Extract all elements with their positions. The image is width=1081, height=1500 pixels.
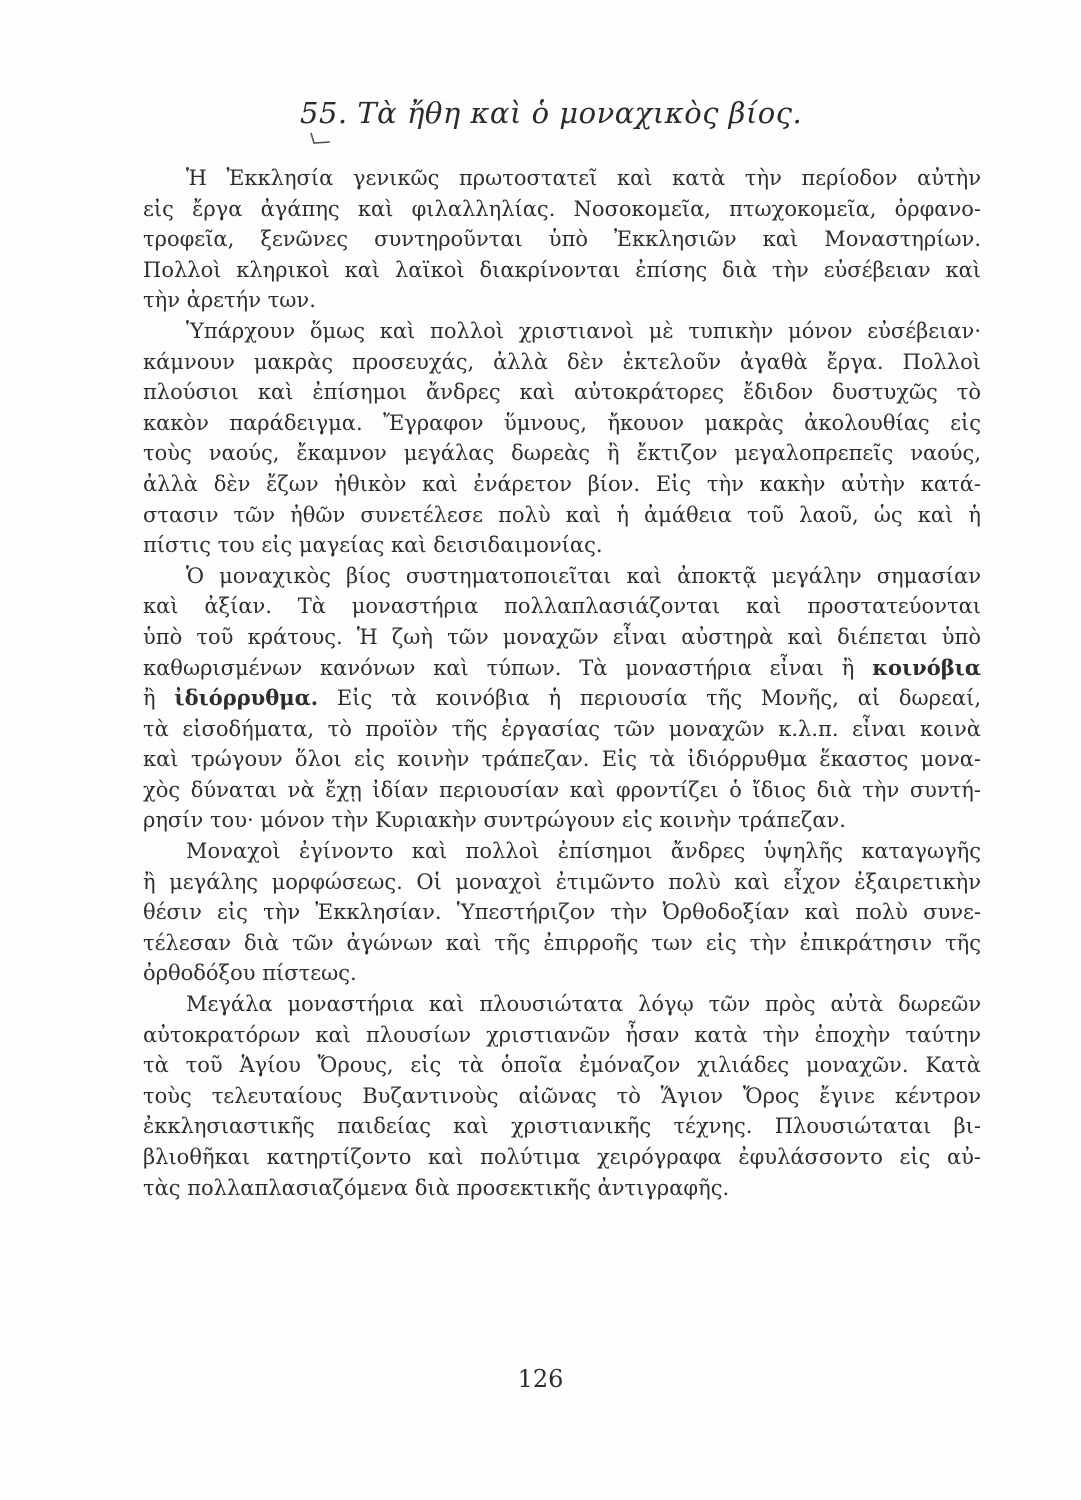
text-line: χὸς δύναται νὰ ἔχῃ ἰδίαν περιουσίαν καὶ φροντίζει ὁ ἴδιος διὰ τὴν συντή-	[143, 777, 981, 802]
text-line: καὶ ἀξίαν. Τὰ μοναστήρια πολλαπλασιάζονται καὶ προστατεύονται	[143, 594, 981, 619]
text-line: καὶ τρώγουν ὅλοι εἰς κοινὴν τράπεζαν. Εἰς τὰ ἰδιόρρυθμα ἕκαστος μονα-	[143, 747, 981, 772]
text-line: εἰς ἔργα ἀγάπης καὶ φιλαλληλίας. Νοσοκομεῖα, πτωχοκομεῖα, ὀρφανο-	[143, 196, 981, 221]
section-heading	[300, 96, 820, 130]
text-line: ὑπὸ τοῦ κράτους. Ἡ ζωὴ τῶν μοναχῶν εἶναι αὐστηρὰ καὶ διέπεται ὑπὸ	[143, 624, 981, 649]
text-line	[143, 683, 981, 714]
text-line: ἢ μεγάλης μορφώσεως. Οἱ μοναχοὶ ἐτιμῶντο πολὺ καὶ εἶχον ἐξαιρετικὴν	[143, 869, 981, 894]
text-segment: Εἰς τὰ κοινόβια ἡ περιουσία τῆς Μονῆς, αἱ δωρεαί,	[318, 686, 981, 711]
text-line: αὐτοκρατόρων καὶ πλουσίων χριστιανῶν ἦσαν κατὰ τὴν ἐποχὴν ταύτην	[143, 1022, 981, 1047]
text-line: βλιοθῆκαι κατηρτίζοντο καὶ πολύτιμα χειρόγραφα ἐφυλάσσοντο εἰς αὐ-	[143, 1145, 981, 1169]
text-line: Ὁ μοναχικὸς βίος συστηματοποιεῖται καὶ ἀποκτᾷ μεγάλην σημασίαν	[186, 563, 981, 588]
text-line: Πολλοὶ κληρικοὶ καὶ λαϊκοὶ διακρίνονται ἐπίσης διὰ τὴν εὐσέβειαν καὶ	[143, 257, 981, 282]
text-line: ὀρθοδόξου πίστεως.	[143, 961, 357, 986]
paragraph-4	[143, 836, 981, 989]
body-text	[143, 163, 981, 1203]
text-line: τὴν ἀρετήν των.	[143, 288, 316, 313]
text-line: Ὑπάρχουν ὅμως καὶ πολλοὶ χριστιανοὶ μὲ τυπικὴν μόνον εὐσέβειαν·	[186, 318, 981, 343]
text-line: κακὸν παράδειγμα. Ἔγραφον ὕμνους, ἤκουον μακρὰς ἀκολουθίας εἰς	[143, 410, 981, 435]
text-line: Μεγάλα μοναστήρια καὶ πλουσιώτατα λόγῳ τῶν πρὸς αὐτὰ δωρεῶν	[186, 992, 981, 1017]
text-line: ρησίν του· μόνον τὴν Κυριακὴν συντρώγουν εἰς κοινὴν τράπεζαν.	[143, 808, 846, 833]
text-line: Ἡ Ἐκκλησία γενικῶς πρωτοστατεῖ καὶ κατὰ τὴν περίοδον αὐτὴν	[186, 166, 981, 190]
text-line	[143, 653, 981, 684]
text-line: πλούσιοι καὶ ἐπίσημοι ἄνδρες καὶ αὐτοκράτορες ἔδιδον δυστυχῶς τὸ	[143, 380, 981, 405]
text-line: τὰς πολλαπλασιαζόμενα διὰ προσεκτικῆς ἀντιγραφῆς.	[143, 1175, 730, 1200]
text-line: τροφεῖα, ξενῶνες συντηροῦνται ὑπὸ Ἐκκλησιῶν καὶ Μοναστηρίων.	[143, 227, 981, 252]
paragraph-3	[143, 561, 981, 836]
text-line: στασιν τῶν ἠθῶν συνετέλεσε πολὺ καὶ ἡ ἀμάθεια τοῦ λαοῦ, ὡς καὶ ἡ	[143, 502, 981, 527]
text-line: τὰ εἰσοδήματα, τὸ προϊὸν τῆς ἐργασίας τῶν μοναχῶν κ.λ.π. εἶναι κοινὰ	[143, 716, 981, 741]
text-line: πίστις του εἰς μαγείας καὶ δεισιδαιμονίας.	[143, 533, 603, 558]
text-segment: καθωρισμένων κανόνων καὶ τύπων. Τὰ μοναστήρια εἶναι ἢ	[143, 655, 873, 680]
text-line: τὰ τοῦ Ἁγίου Ὄρους, εἰς τὰ ὁποῖα ἐμόναζον χιλιάδες μοναχῶν. Κατὰ	[143, 1053, 981, 1078]
text-line: τοὺς ναούς, ἔκαμνον μεγάλας δωρεὰς ἢ ἔκτιζον μεγαλοπρεπεῖς ναούς,	[143, 441, 981, 466]
text-line: Μοναχοὶ ἐγίνοντο καὶ πολλοὶ ἐπίσημοι ἄνδρες ὑψηλῆς καταγωγῆς	[186, 839, 981, 864]
paragraph-1	[143, 163, 981, 316]
text-line: τοὺς τελευταίους Βυζαντινοὺς αἰῶνας τὸ Ἅγιον Ὄρος ἔγινε κέντρον	[143, 1083, 981, 1108]
text-line: κάμνουν μακρὰς προσευχάς, ἀλλὰ δὲν ἐκτελοῦν ἀγαθὰ ἔργα. Πολλοὶ	[143, 349, 981, 374]
term-koinobia: κοινόβια	[872, 654, 981, 680]
paragraph-2	[143, 316, 981, 561]
pencil-mark-icon	[308, 132, 334, 146]
text-line: θέσιν εἰς τὴν Ἐκκλησίαν. Ὑπεστήριζον τὴν Ὀρθοδοξίαν καὶ πολὺ συνε-	[143, 900, 981, 925]
text-segment: ἢ	[143, 686, 175, 711]
paragraph-5	[143, 989, 981, 1203]
text-line: ἐκκλησιαστικῆς παιδείας καὶ χριστιανικῆς τέχνης. Πλουσιώταται βι-	[143, 1114, 981, 1139]
section-heading-text: 55. Τὰ ἤθη καὶ ὁ μοναχικὸς βίος.	[300, 96, 803, 130]
text-line: ἀλλὰ δὲν ἔζων ἠθικὸν καὶ ἐνάρετον βίον. Εἰς τὴν κακὴν αὐτὴν κατά-	[143, 471, 981, 496]
page-number: 126	[517, 1365, 564, 1393]
term-idiorrythma: ἰδιόρρυθμα.	[174, 685, 319, 711]
text-line: τέλεσαν διὰ τῶν ἀγώνων καὶ τῆς ἐπιρροῆς των εἰς τὴν ἐπικράτησιν τῆς	[143, 930, 981, 955]
